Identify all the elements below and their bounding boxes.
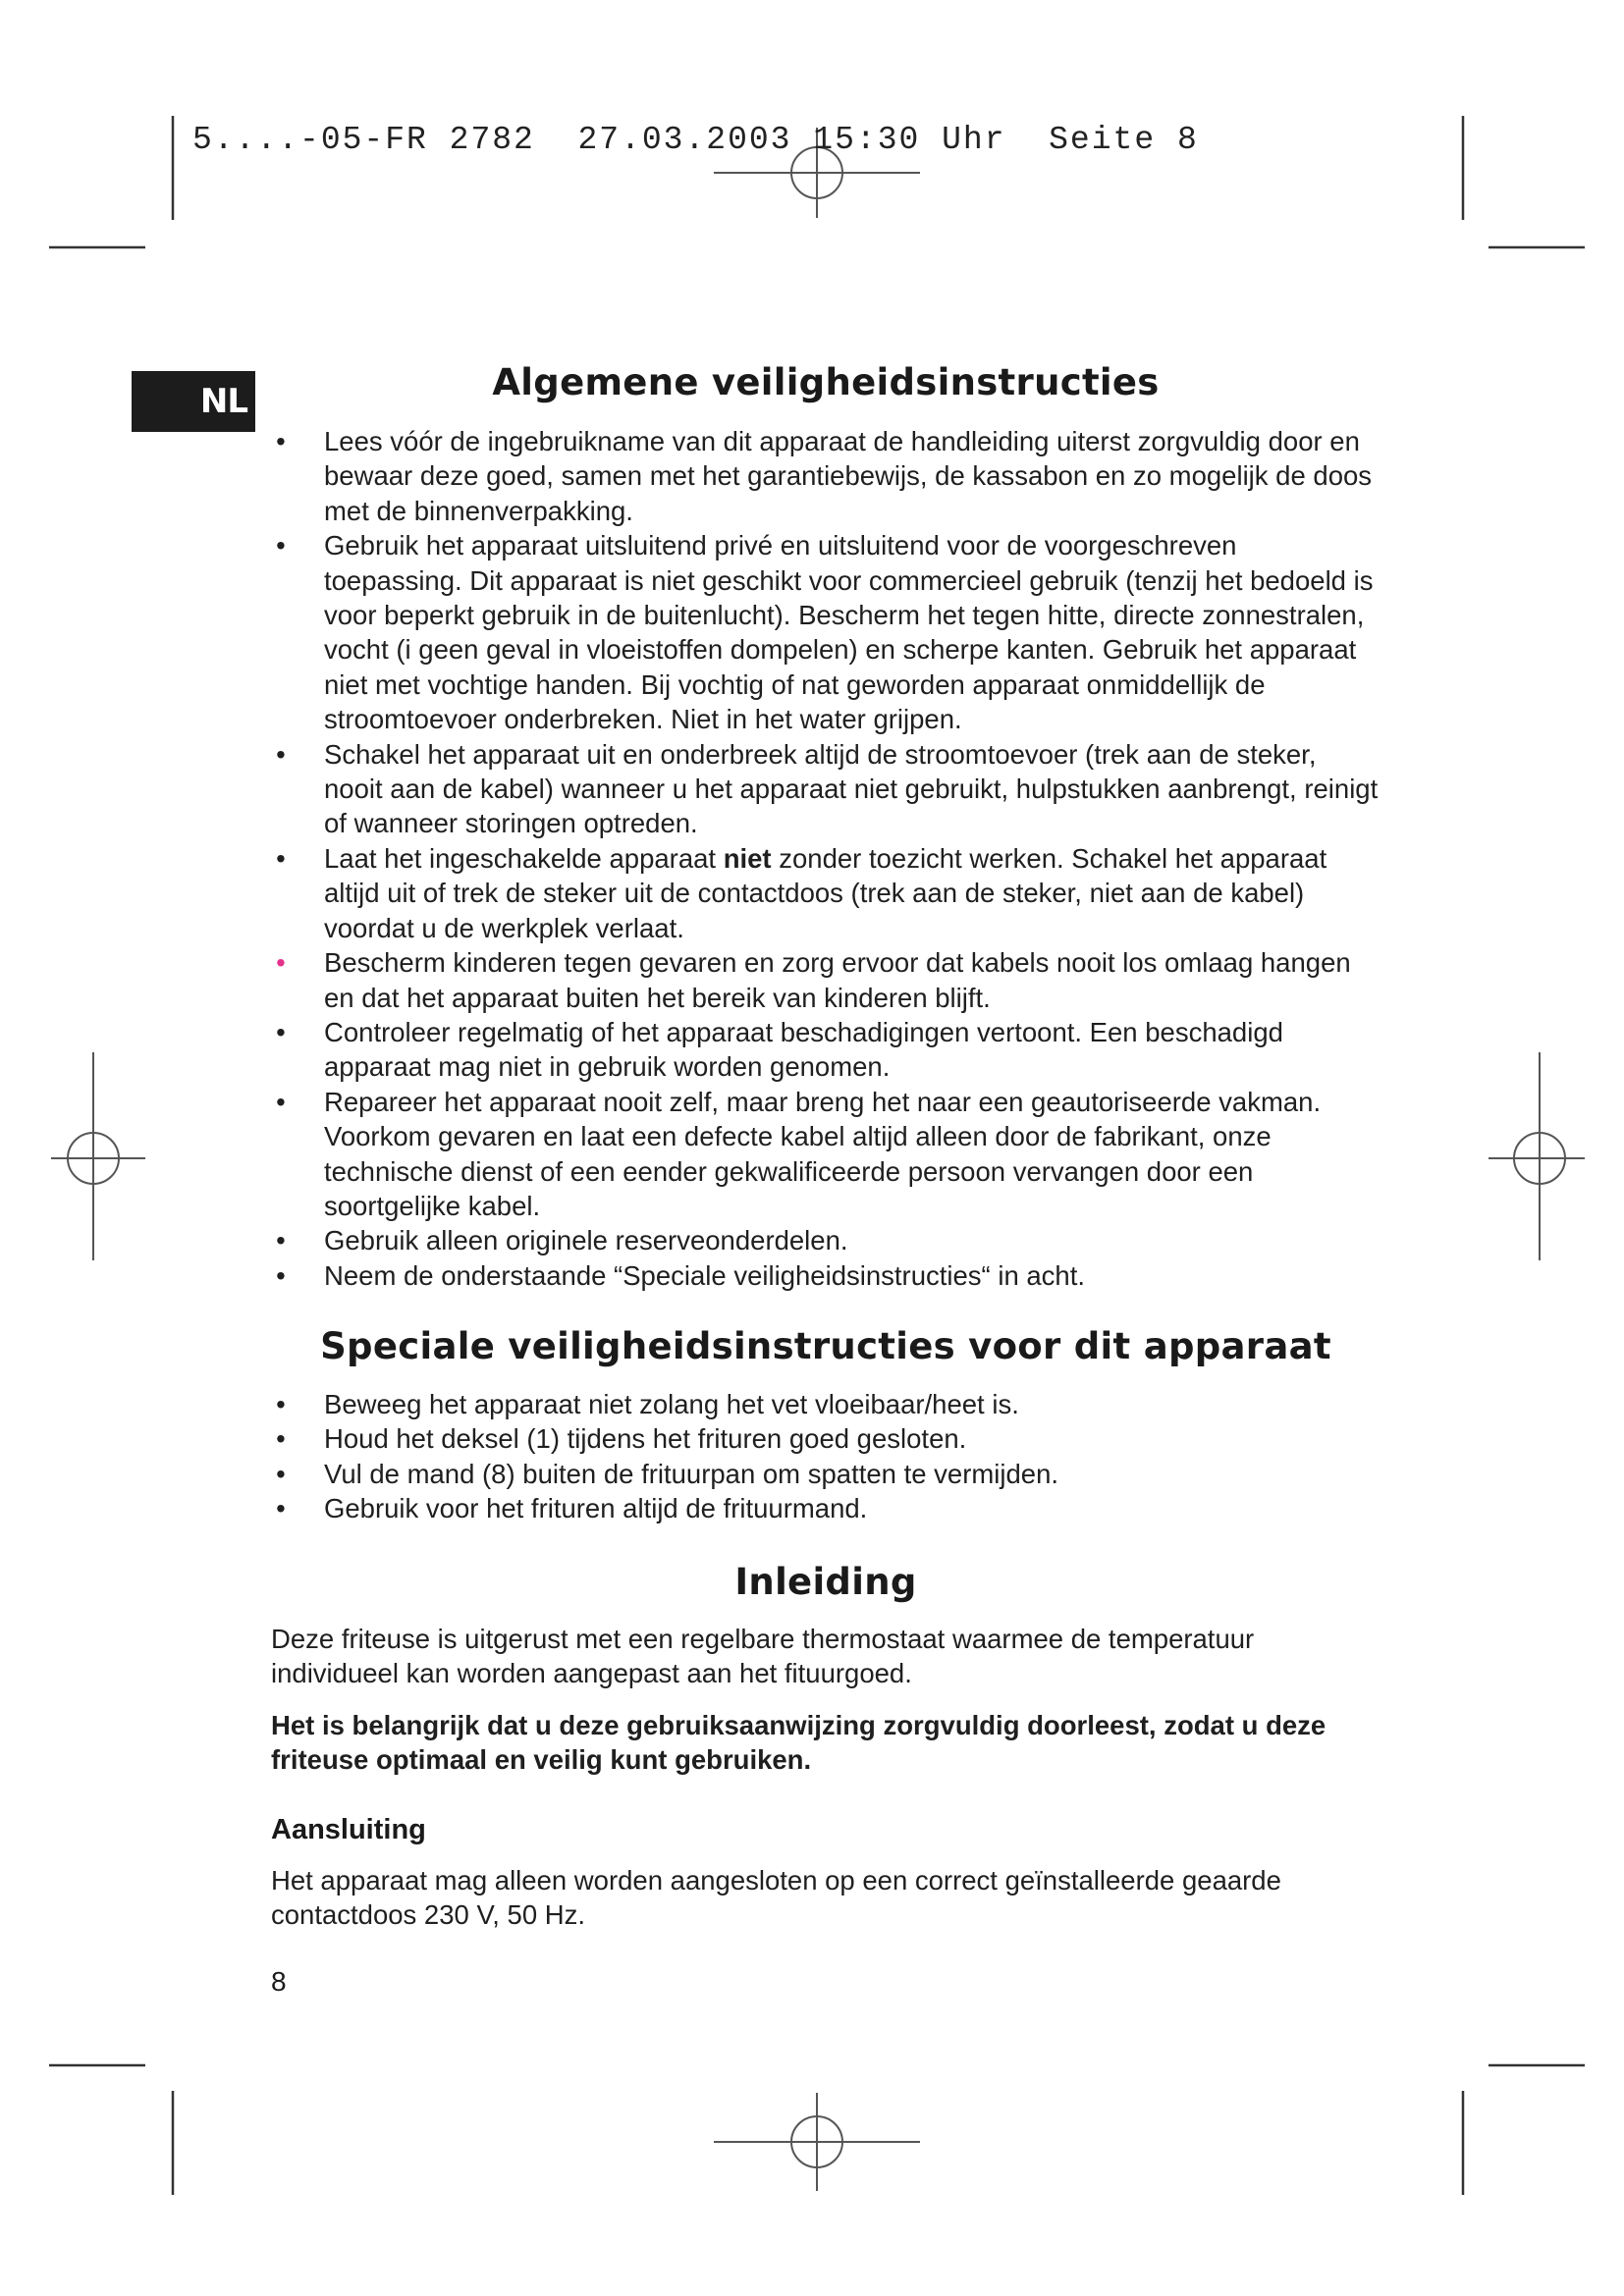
bullet-icon: •: [276, 1458, 286, 1489]
subheading-connection: Aansluiting: [271, 1814, 426, 1845]
registration-mark-left: [51, 1052, 145, 1260]
list-item-text: Controleer regelmatig of het apparaat beschadigingen vertoont. Een beschadigd apparaat mag niet in gebruik worden genomen.: [324, 1016, 1283, 1083]
bullet-icon: •: [276, 1086, 286, 1117]
list-item: [271, 1457, 1380, 1491]
bullet-icon: •: [276, 1016, 286, 1047]
list-item-text: Houd het deksel (1) tijdens het frituren goed gesloten.: [324, 1423, 967, 1455]
bullet-icon: •: [276, 530, 286, 561]
list-item: [271, 737, 1380, 841]
list-item: [271, 1421, 1380, 1456]
bullet-icon: •: [276, 1225, 286, 1256]
list-item-text: Neem de onderstaande “Speciale veiligheidsinstructies“ in acht.: [324, 1259, 1086, 1291]
bullet-icon: •: [276, 1423, 286, 1455]
list-item: [271, 424, 1380, 528]
list-item-text: Bescherm kinderen tegen gevaren en zorg ervoor dat kabels nooit los omlaag hangen en dat het apparaat buiten het bereik van kinderen blijft.: [324, 947, 1351, 1013]
list-item-text: Gebruik alleen originele reserveonderdelen.: [324, 1225, 848, 1256]
intro-paragraph: Deze friteuse is uitgerust met een regelbare thermostaat waarmee de temperatuur individueel kan worden aangepast aan het fituurgoed.: [271, 1624, 1255, 1689]
list-item-text: Beweeg het apparaat niet zolang het vet vloeibaar/heet is.: [324, 1389, 1019, 1419]
list-item-text: Repareer het apparaat nooit zelf, maar breng het naar een geautoriseerde vakman. Voorkom gevaren en laat een defecte kabel altijd alleen door de fabrikant, onze technische dienst of een eender gekwalificeerde persoon vervangen door een soortgelijke kabel.: [324, 1086, 1322, 1221]
connection-paragraph: Het apparaat mag alleen worden aangesloten op een correct geïnstalleerde geaarde contactdoos 230 V, 50 Hz.: [271, 1865, 1281, 1931]
list-item-text: Gebruik voor het frituren altijd de frituurmand.: [324, 1493, 868, 1524]
heading-introduction: Inleiding: [734, 1561, 917, 1603]
heading-special-safety: Speciale veiligheidsinstructies voor dit apparaat: [320, 1325, 1331, 1367]
bullet-icon: •: [276, 1389, 286, 1419]
registration-mark-right: [1489, 1052, 1585, 1260]
list-item: [271, 1085, 1380, 1224]
list-item: [271, 945, 1380, 1015]
list-item: [271, 841, 1380, 945]
list-item: [271, 528, 1380, 736]
emphasis-niet: niet: [723, 842, 772, 874]
list-item: [271, 1015, 1380, 1085]
bullet-icon: •: [276, 1259, 286, 1291]
list-item-text: Schakel het apparaat uit en onderbreek altijd de stroomtoevoer (trek aan de steker, nooit aan de kabel) wanneer u het apparaat niet gebruikt, hulpstukken aanbrengt, reinigt of wanneer storingen optreden.: [324, 738, 1379, 839]
special-safety-list: [271, 1387, 1380, 1526]
print-slug-header: 5....-05-FR 2782 27.03.2003 15:30 Uhr Seite 8: [192, 122, 1199, 158]
list-item: [271, 1223, 1380, 1257]
list-item-text: Lees vóór de ingebruikname van dit apparaat de handleiding uiterst zorgvuldig door en bewaar deze goed, samen met het garantiebewijs, de kassabon en zo mogelijk de doos met de binnenverpakking.: [324, 426, 1373, 526]
list-item-text: Gebruik het apparaat uitsluitend privé en uitsluitend voor de voorgeschreven toepassing. Dit apparaat is niet geschikt voor commercieel gebruik (tenzij het bedoeld is voor beperkt gebruik in de buitenlucht). Bescherm het tegen hitte, directe zonnestralen, vocht (i geen geval in vloeistoffen dompelen) en scherpe kanten. Gebruik het apparaat niet met vochtige handen. Bij vochtig of nat geworden apparaat onmiddellijk de stroomtoevoer onderbreken. Niet in het water grijpen.: [324, 530, 1374, 735]
bullet-icon: •: [276, 426, 286, 456]
general-safety-list: [271, 424, 1380, 1293]
page-number: 8: [271, 1966, 287, 1997]
list-item-text-after: zonder toezicht werken. Schakel het apparaat altijd uit of trek de steker uit de contactdoos (trek aan de steker, niet aan de kabel) voordat u de werkplek verlaat.: [324, 842, 1327, 943]
list-item: [271, 1491, 1380, 1525]
bullet-icon: •: [276, 842, 286, 874]
heading-general-safety: Algemene veiligheidsinstructies: [492, 361, 1160, 403]
bullet-icon: •: [276, 1493, 286, 1524]
language-tab: NL: [132, 371, 255, 432]
important-notice: Het is belangrijk dat u deze gebruiksaanwijzing zorgvuldig doorleest, zodat u deze friteuse optimaal en veilig kunt gebruiken.: [271, 1710, 1326, 1776]
list-item: [271, 1258, 1380, 1293]
list-item-text-before: Laat het ingeschakelde apparaat: [324, 842, 724, 874]
pink-bullet-icon: •: [276, 947, 286, 979]
list-item: [271, 1387, 1380, 1421]
bullet-icon: •: [276, 738, 286, 770]
registration-mark-bottom: [714, 2093, 920, 2191]
list-item-text: Vul de mand (8) buiten de frituurpan om spatten te vermijden.: [324, 1458, 1059, 1489]
